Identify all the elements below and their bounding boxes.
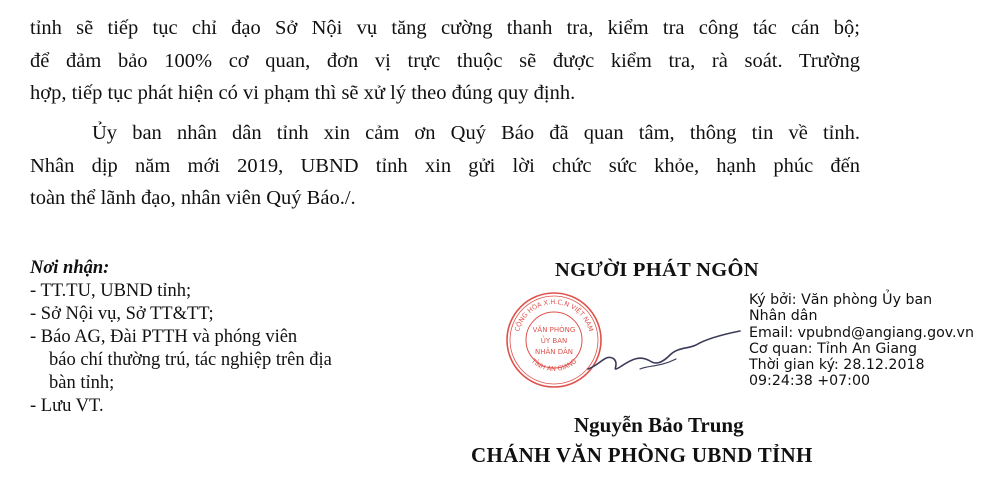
svg-text:CỘNG HÒA X.H.C.N VIỆT NAM: CỘNG HÒA X.H.C.N VIỆT NAM xyxy=(513,297,595,333)
recipient-item: - Sở Nội vụ, Sở TT&TT; xyxy=(30,304,214,324)
svg-text:NHÂN DÂN: NHÂN DÂN xyxy=(534,348,574,356)
signer-name: Nguyễn Bảo Trung xyxy=(574,413,744,437)
paragraph-line: Ủy ban nhân dân tỉnh xin cảm ơn Quý Báo đã quan tâm, thông tin về tỉnh. xyxy=(92,122,860,144)
recipient-item: - Lưu VT. xyxy=(30,396,104,416)
sig-signed-by: Ký bởi: Văn phòng Ủy ban xyxy=(749,292,933,308)
paragraph-line: tỉnh sẽ tiếp tục chỉ đạo Sở Nội vụ tăng cường thanh tra, kiểm tra công tác cán bộ; xyxy=(30,17,860,39)
recipients-title: Nơi nhận: xyxy=(30,258,110,278)
sig-email: Email: vpubnd@angiang.gov.vn xyxy=(749,324,974,341)
svg-text:ỦY BAN: ỦY BAN xyxy=(540,337,568,345)
recipients-block xyxy=(30,257,390,418)
paragraph-line: toàn thể lãnh đạo, nhân viên Quý Báo./. xyxy=(30,187,356,209)
paragraph-line: hợp, tiếp tục phát hiện có vi phạm thì sẽ xử lý theo đúng quy định. xyxy=(30,82,576,104)
svg-text:TỈNH AN GIANG: TỈNH AN GIANG xyxy=(529,357,579,373)
handwritten-signature-icon xyxy=(580,325,750,385)
sig-agency: Cơ quan: Tỉnh An Giang xyxy=(749,340,918,357)
svg-text:VĂN PHÒNG: VĂN PHÒNG xyxy=(532,326,576,334)
sig-signed-by-cont: Nhân dân xyxy=(749,308,818,325)
paragraph-line: để đảm bảo 100% cơ quan, đơn vị trực thuộc sẽ được kiểm tra, rà soát. Trường xyxy=(30,49,860,72)
recipient-item-continuation: bàn tỉnh; xyxy=(49,373,115,393)
recipient-item: - Báo AG, Đài PTTH và phóng viên xyxy=(30,327,298,347)
paragraph-line: Nhân dịp năm mới 2019, UBND tỉnh xin gửi lời chức sức khỏe, hạnh phúc đến xyxy=(30,154,860,177)
body-paragraph-1 xyxy=(30,12,860,110)
body-paragraph-2 xyxy=(30,117,860,215)
sig-time-cont: 09:24:38 +07:00 xyxy=(749,373,871,390)
signer-position: CHÁNH VĂN PHÒNG UBND TỈNH xyxy=(471,443,813,467)
recipient-item: - TT.TU, UBND tỉnh; xyxy=(30,281,192,301)
sig-time: Thời gian ký: 28.12.2018 xyxy=(749,357,925,374)
recipient-item-continuation: báo chí thường trú, tác nghiệp trên địa xyxy=(49,350,332,370)
digital-signature-info xyxy=(749,292,984,390)
signer-role-title: NGƯỜI PHÁT NGÔN xyxy=(555,259,759,281)
